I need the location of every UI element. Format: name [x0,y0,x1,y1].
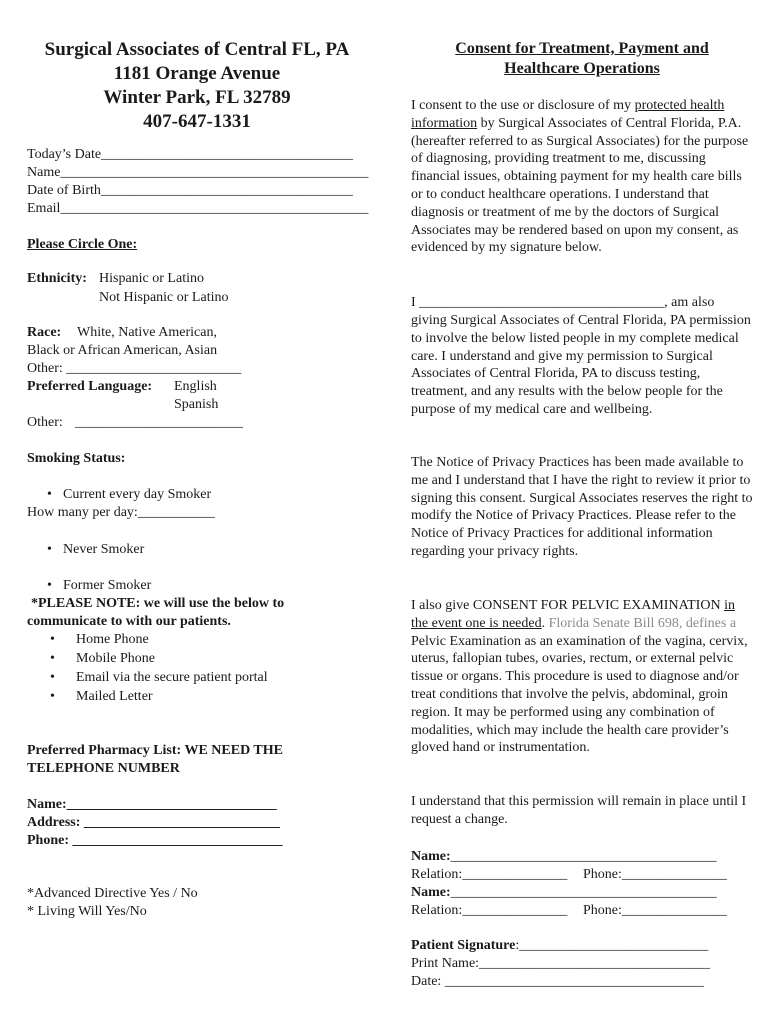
pelvic-exam-paragraph [411,597,753,757]
field-label: Name: [411,849,451,864]
pharmacy-address-field[interactable]: Address: ____________________________ [27,815,280,830]
practice-city: Winter Park, FL 32789 [103,87,291,108]
involve-people-name-line[interactable]: I ___________________________________, am also [411,295,715,310]
race-other-field[interactable]: Other: _________________________ [27,361,242,376]
name-field[interactable]: Name____________________________________________ [27,165,369,180]
smoking-per-day-field[interactable]: How many per day:___________ [27,505,215,520]
relation2-name-field[interactable] [411,884,717,901]
paragraph-text: I also give CONSENT FOR PELVIC EXAMINATION [411,598,725,613]
todays-date-field[interactable]: Today’s Date____________________________________ [27,147,354,162]
comm-option-label: Mobile Phone [76,651,155,666]
language-option-english[interactable]: English [174,379,217,394]
consent-paragraph-phi [411,97,753,257]
smoking-option-former[interactable]: • Former Smoker [47,577,151,594]
paragraph-text: . [541,615,549,631]
ethnicity-option-not-hispanic[interactable]: Not Hispanic or Latino [99,290,229,305]
communication-note-line2: communicate to with our patients. [27,614,231,629]
patient-signature-field[interactable] [411,937,708,954]
relation1-phone-field[interactable]: Phone:_______________ [583,867,727,882]
advanced-directive-option[interactable]: *Advanced Directive Yes / No [27,886,198,901]
paragraph-text: by Surgical Associates of Central Florida, P.A. (hereafter referred to as Surgical Associates) for the purpose of diagnosing, providing treatment to me, discussing financial issues, obtaining payment for my health care bills or to conduct healthcare operations. I understand that diagnosis or treatment of me by the doctors of Surgical Associates may be rendered based on upon my consent, as evidenced by my signature below. [411,115,749,256]
permission-duration-paragraph: I understand that this permission will remain in place until I request a change. [411,794,747,827]
race-label: Race: [27,325,62,340]
relation2-relation-field[interactable]: Relation:_______________ [411,903,568,918]
paragraph-text-underlined: in the event one is needed [411,598,735,631]
senate-bill-reference: Florida Senate Bill 698, defines a [548,615,737,631]
language-option-spanish[interactable]: Spanish [174,397,219,412]
race-options-line2[interactable]: Black or African American, Asian [27,343,218,358]
comm-option-home-phone[interactable] [50,631,350,648]
comm-option-mailed-letter[interactable] [50,688,350,705]
pharmacy-heading-line2: TELEPHONE NUMBER [27,761,180,776]
comm-option-mobile-phone[interactable] [50,650,350,667]
paragraph-text: I consent to the use or disclosure of my [411,98,635,113]
field-label: Patient Signature [411,938,516,953]
practice-name: Surgical Associates of Central FL, PA [44,39,350,60]
circle-one-heading: Please Circle One: [27,237,138,252]
ethnicity-label: Ethnicity: [27,271,87,286]
paragraph-text: Pelvic Examination as an examination of the vagina, cervix, uterus, fallopian tubes, ovaries, rectum, or external pelvic tissue or organs. This procedure is used to diagnose and/or treat conditions that involve the pelvis, abdominal, groin region. It may be performed using any combination of modalities, which may include the health care provider’s gloved hand or instrumentation. [411,633,748,756]
relation1-name-field[interactable] [411,848,717,865]
smoking-option-current[interactable]: • Current every day Smoker [47,486,211,503]
relation2-phone-field[interactable]: Phone:_______________ [583,903,727,918]
practice-street: 1181 Orange Avenue [113,63,281,84]
field-line: ______________________________________ [450,885,717,900]
smoking-option-never[interactable]: • Never Smoker [47,541,144,558]
protected-health-information-link[interactable]: protected health information [411,98,725,131]
language-label: Preferred Language: [27,379,153,394]
pharmacy-phone-field[interactable]: Phone: ______________________________ [27,833,283,848]
ethnicity-option-hispanic[interactable]: Hispanic or Latino [99,271,204,286]
consent-title-line2: Healthcare Operations [504,60,660,77]
involve-people-paragraph: giving Surgical Associates of Central Florida, PA permission to involve the below listed people in my complete medical care. I understand and give my permission to Surgical Associates of Central Florida, PA to discuss testing, treatment, and any results with the below people for the purpose of my medical care and wellbeing. [411,313,751,417]
field-label: Name: [411,885,451,900]
dob-field[interactable]: Date of Birth____________________________________ [27,183,353,198]
relation1-relation-field[interactable]: Relation:_______________ [411,867,568,882]
pharmacy-heading-line1: Preferred Pharmacy List: WE NEED THE [27,743,283,758]
practice-phone: 407-647-1331 [143,111,251,132]
smoking-status-label: Smoking Status: [27,451,126,466]
language-other-label: Other: [27,415,63,430]
comm-option-label: Email via the secure patient portal [76,670,268,685]
field-line: ______________________________________ [450,849,717,864]
comm-option-email-portal[interactable] [50,669,350,686]
communication-note-line1: *PLEASE NOTE: we will use the below to [31,596,285,611]
print-name-field[interactable]: Print Name:_________________________________ [411,956,711,971]
privacy-practices-paragraph: The Notice of Privacy Practices has been made available to me and I understand that I have the right to review it prior to signing this consent. Surgical Associates reserves the right to modify the Notice of Privacy Practices. Please refer to the Notice of Privacy Practices for additional information regarding your privacy rights. [411,455,753,559]
pharmacy-name-field[interactable]: Name:______________________________ [27,797,277,812]
language-other-field[interactable]: ________________________ [75,415,243,430]
living-will-option[interactable]: * Living Will Yes/No [27,904,147,919]
date-field[interactable]: Date: _____________________________________ [411,974,704,989]
consent-title-line1: Consent for Treatment, Payment and [455,40,709,57]
race-options-line1[interactable]: White, Native American, [77,325,217,340]
field-line: :___________________________ [515,938,709,953]
email-field[interactable]: Email____________________________________________ [27,201,369,216]
comm-option-label: Mailed Letter [76,689,153,704]
comm-option-label: Home Phone [76,632,149,647]
